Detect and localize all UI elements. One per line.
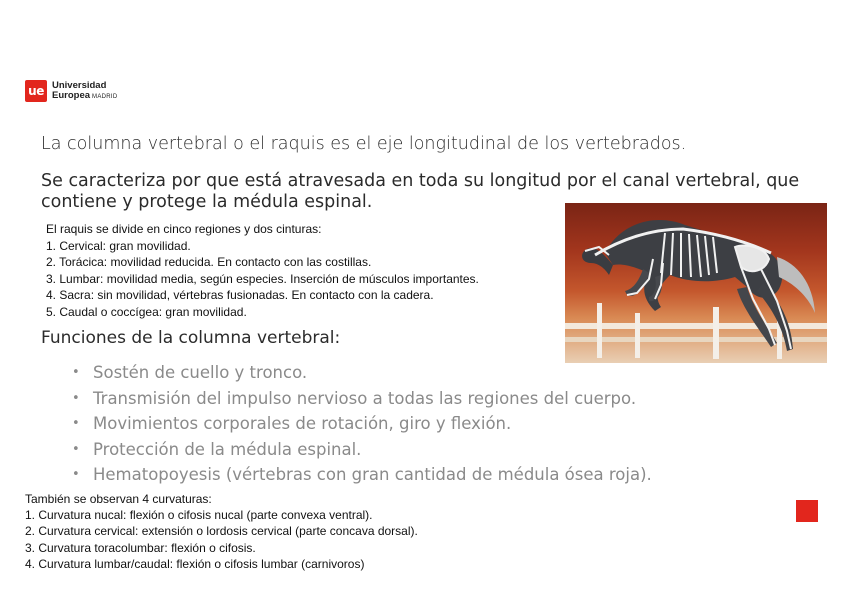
list-item: • Transmisión del impulso nervioso a todas las regiones del cuerpo. [72, 386, 652, 412]
functions-title: Funciones de la columna vertebral: [41, 328, 341, 348]
logo-line1: Universidad [52, 79, 107, 91]
logo-city: MADRID [92, 93, 118, 100]
university-logo [25, 80, 117, 102]
fence-post [635, 313, 640, 358]
horse-skeleton-image [565, 203, 827, 363]
regions-list [46, 221, 479, 320]
list-item: 1. Curvatura nucal: flexión o cifosis nucal (parte convexa ventral). [25, 508, 373, 523]
intro-heading: La columna vertebral o el raquis es el eje longitudinal de los vertebrados. [41, 134, 687, 154]
list-item: • Movimientos corporales de rotación, giro y flexión. [72, 411, 652, 437]
ue-logo-icon: ue [25, 80, 47, 102]
regions-intro: El raquis se divide en cinco regiones y dos cinturas: [46, 222, 322, 236]
curvatures-intro: También se observan 4 curvaturas: [25, 492, 212, 506]
list-item: 2. Torácica: movilidad reducida. En contacto con las costillas. [46, 255, 372, 269]
logo-wordmark [52, 81, 117, 102]
list-item: 4. Curvatura lumbar/caudal: flexión o cifosis lumbar (carnivoros) [25, 556, 365, 571]
curvatures-list [25, 491, 418, 572]
list-item: • Hematopoyesis (vértebras con gran cantidad de médula ósea roja). [72, 462, 652, 488]
list-item: 4. Sacra: sin movilidad, vértebras fusionadas. En contacto con la cadera. [46, 288, 434, 302]
functions-list [72, 360, 652, 488]
description-heading: Se caracteriza por que está atravesada en toda su longitud por el canal vertebral, que contiene y protege la médula espinal. [41, 171, 800, 212]
list-item: • Sostén de cuello y tronco. [72, 360, 652, 386]
accent-square [796, 500, 818, 522]
list-item: 3. Lumbar: movilidad media, según especies. Inserción de músculos importantes. [46, 271, 479, 286]
list-item: 3. Curvatura toracolumbar: flexión o cifosis. [25, 540, 256, 555]
fence-post [713, 307, 719, 359]
list-item: 1. Cervical: gran movilidad. [46, 238, 191, 253]
list-item: • Protección de la médula espinal. [72, 437, 652, 463]
horse-tail [777, 257, 815, 313]
logo-line2: Europea [52, 89, 91, 101]
horse-illustration [565, 203, 827, 363]
list-item: 2. Curvatura cervical: extensión o lordosis cervical (parte concava dorsal). [25, 524, 418, 539]
fence-post [597, 303, 602, 358]
list-item: 5. Caudal o coccígea: gran movilidad. [46, 304, 247, 319]
